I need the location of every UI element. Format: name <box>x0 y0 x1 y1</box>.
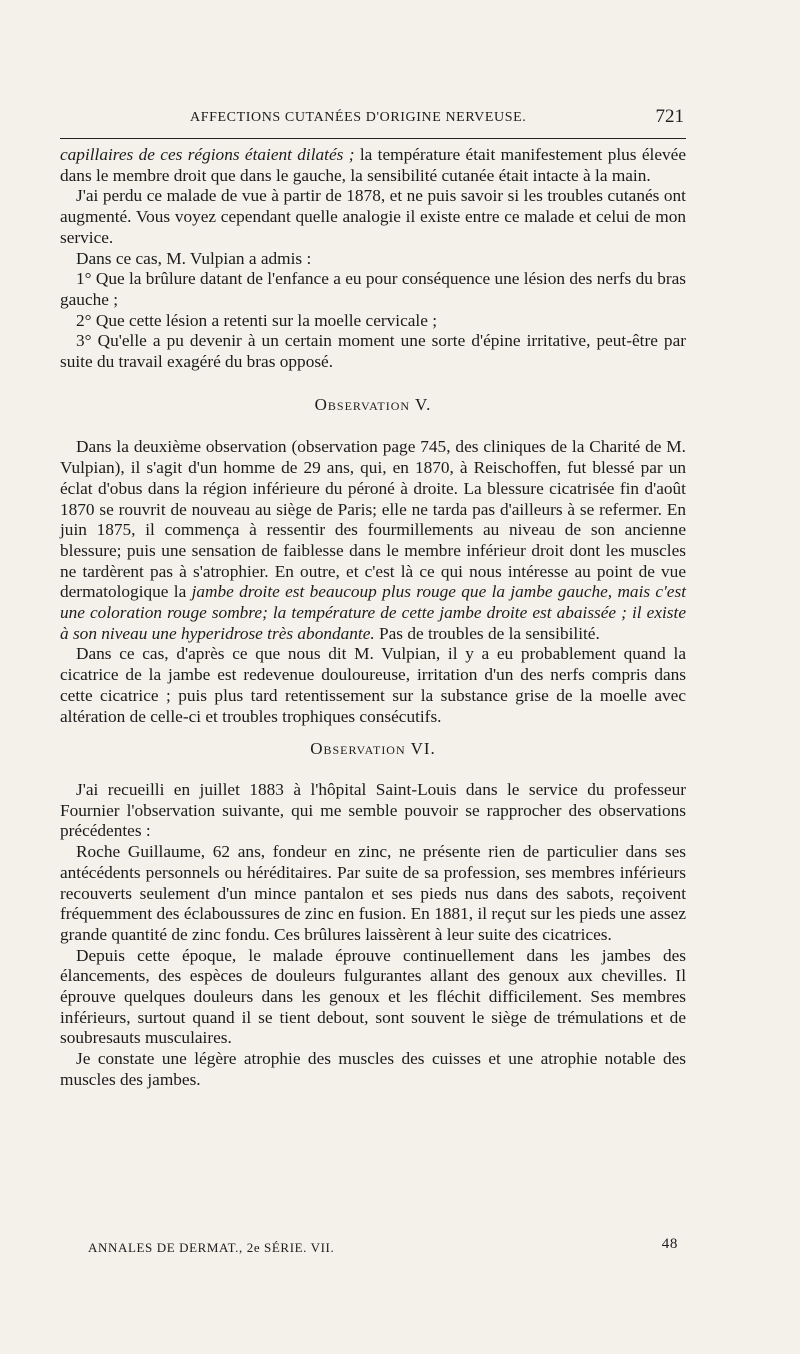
page-number: 721 <box>655 106 684 127</box>
paragraph-9: J'ai recueilli en juillet 1883 à l'hôpital Saint-Louis dans le service du professeur Fournier l'observation suivante, qui me semble pouvoir se rapprocher des observations précédentes : <box>60 779 686 841</box>
paragraph-7-b: Pas de troubles de la sensibilité. <box>374 623 600 643</box>
footer-journal: ANNALES DE DERMAT., 2e SÉRIE. VII. <box>88 1240 335 1255</box>
paragraph-10: Roche Guillaume, 62 ans, fondeur en zinc, ne présente rien de particulier dans ses antécédents personnels ou héréditaires. Par suite de sa profession, ses membres inférieurs recouverts seulement d'un mince pantalon et ses pieds nus dans des sabots, reçoivent fréquemment des éclaboussures de zinc en fusion. En 1881, il reçut sur les pieds une assez grande quantité de zinc fondu. Ces brûlures laissèrent à leur suite des cicatrices. <box>60 842 686 944</box>
header-rule <box>60 138 686 139</box>
paragraph-3: Dans ce cas, M. Vulpian a admis : <box>76 248 312 268</box>
paragraph-6: 3° Qu'elle a pu devenir à un certain moment une sorte d'épine irritative, peut-être par suite du travail exagéré du bras opposé. <box>60 331 686 372</box>
paragraph-7-italic: jambe droite est beaucoup plus rouge que la jambe gauche, mais c'est une coloration rouge sombre; la température de cette jambe droite est abaissée ; il existe à son niveau une hyperidrose très abondante. <box>60 582 686 643</box>
heading-observation-vi: Observation VI. <box>310 739 436 759</box>
paragraph-7-a: Dans la deuxième observation (observation page 745, des cliniques de la Charité de M. Vulpian), il s'agit d'un homme de 29 ans, qui, en 1870, à Reischoffen, fut blessé par un éclat d'obus dans la région inférieure du péroné à droite. La blessure cicatrisée fin d'août 1870 se rouvrit de nouveau au siège de Paris; elle ne tarda pas d'ailleurs à se refermer. En juin 1875, il commença à ressentir des fourmillements au niveau de son ancienne blessure; puis une sensation de faiblesse dans le membre inférieur droit dont les muscles ne tardèrent pas à s'atrophier. En outre, et c'est là ce qui nous intéresse au point de vue dermatologique la <box>60 437 686 602</box>
paragraph-1-italic: capillaires de ces régions étaient dilatés ; <box>60 145 355 164</box>
paragraph-8: Dans ce cas, d'après ce que nous dit M. Vulpian, il y a eu probablement quand la cicatrice de la jambe est redevenue douloureuse, irritation d'un des nerfs compris dans cette cicatrice ; puis plus tard retentissement sur la substance grise de la moelle avec altération de celle-ci et troubles trophiques consécutifs. <box>60 644 686 726</box>
paragraph-7 <box>60 437 686 644</box>
page <box>60 104 686 1091</box>
body-text <box>60 145 686 1091</box>
footer-signature-mark: 48 <box>661 1236 678 1252</box>
paragraph-11: Depuis cette époque, le malade éprouve continuellement dans les jambes des élancements, des espèces de douleurs fulgurantes allant des genoux aux chevilles. Il éprouve quelques douleurs dans les genoux et les fléchit difficilement. Ses membres inférieurs, surtout quand il se tient debout, sont souvent le siège de trémulations et de soubresauts musculaires. <box>60 945 686 1048</box>
running-title: AFFECTIONS CUTANÉES D'ORIGINE NERVEUSE. <box>190 110 527 125</box>
paragraph-1-rest: la température était manifestement plus élevée dans le membre droit que dans le gauche, la sensibilité cutanée était intacte à la main. <box>60 145 686 185</box>
paragraph-1 <box>60 145 686 186</box>
paragraph-4: 1° Que la brûlure datant de l'enfance a eu pour conséquence une lésion des nerfs du bras gauche ; <box>60 269 686 309</box>
running-header <box>60 104 686 132</box>
paragraph-12: Je constate une légère atrophie des muscles des cuisses et une atrophie notable des muscles des jambes. <box>60 1049 686 1089</box>
paragraph-2: J'ai perdu ce malade de vue à partir de 1878, et ne puis savoir si les troubles cutanés ont augmenté. Vous voyez cependant quelle analogie il existe entre ce malade et celui de mon service. <box>60 186 686 247</box>
paragraph-5: 2° Que cette lésion a retenti sur la moelle cervicale ; <box>76 310 438 330</box>
heading-observation-v: Observation V. <box>314 394 432 414</box>
